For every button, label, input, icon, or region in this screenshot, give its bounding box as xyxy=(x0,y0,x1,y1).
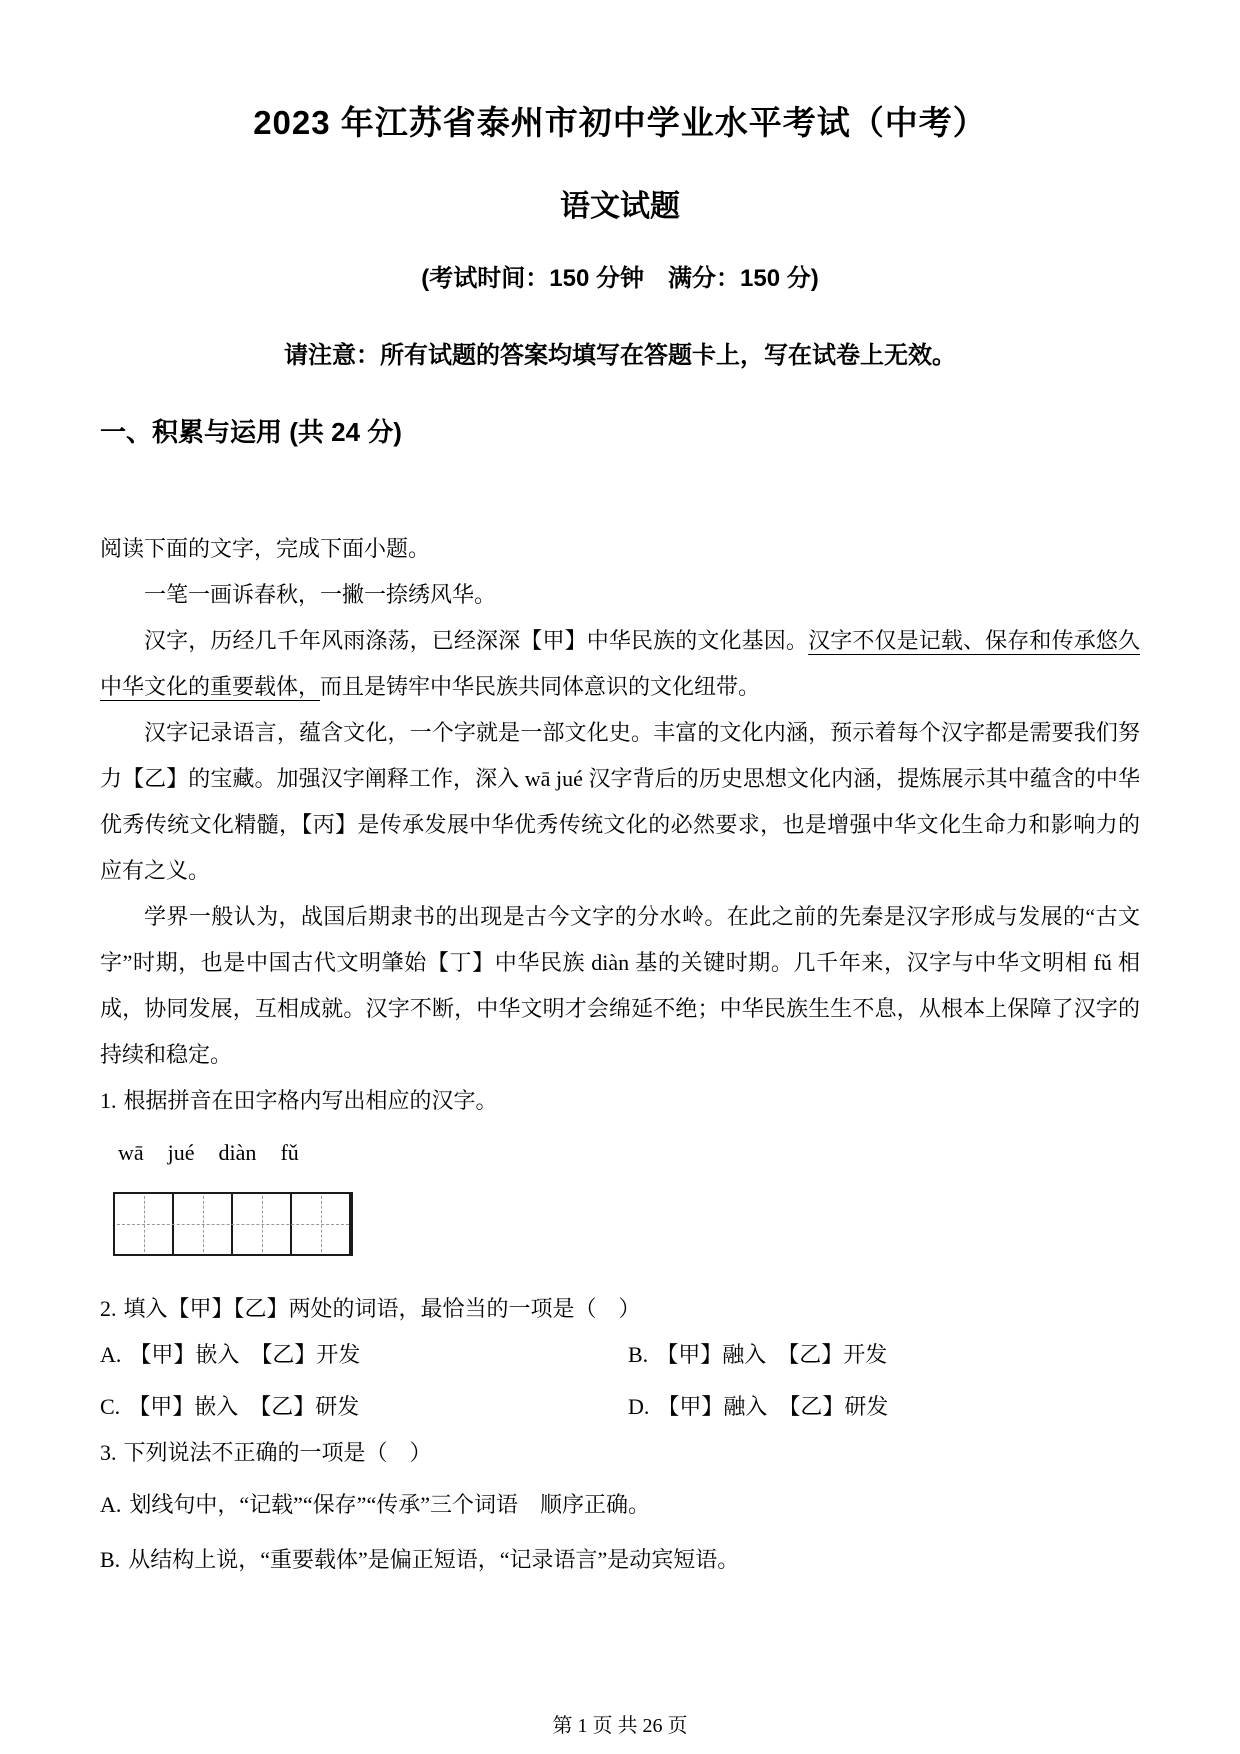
paragraph-hanzi-culture: 汉字记录语言，蕴含文化，一个字就是一部文化史。丰富的文化内涵，预示着每个汉字都是需要我们努力【乙】的宝藏。加强汉字阐释工作，深入 wā jué 汉字背后的历史思想文化内涵，提炼展示其中蕴含的中华优秀传统文化精髓，【丙】是传承发展中华优秀传统文化的必然要求，也是增强中华文化生命力和影响力的应有之义。 xyxy=(100,720,1140,883)
question-3-option-a xyxy=(100,1482,1140,1528)
option-d-text: 【甲】融入 【乙】研发 xyxy=(657,1394,889,1419)
grid-horizontal-guide xyxy=(117,1224,349,1225)
option-a-label: A. xyxy=(100,1342,122,1367)
question-2-text: 填入【甲】【乙】两处的词语，最恰当的一项是（ ） xyxy=(123,1296,641,1321)
pinyin-syllable-dian: diàn xyxy=(218,1140,257,1165)
answer-sheet-notice: 请注意：所有试题的答案均填写在答题卡上，写在试卷上无效。 xyxy=(284,342,956,369)
question-2-number: 2. xyxy=(100,1296,117,1321)
option-b-text: 【甲】融入 【乙】开发 xyxy=(656,1342,888,1367)
option-b-text: 从结构上说，“重要载体”是偏正短语，“记录语言”是动宾短语。 xyxy=(128,1547,740,1572)
reading-intro-line: 阅读下面的文字，完成下面小题。 xyxy=(100,536,431,561)
page-footer: 第 1 页 共 26 页 xyxy=(552,1715,688,1737)
question-1-text: 根据拼音在田字格内写出相应的汉字。 xyxy=(123,1088,498,1113)
paragraph-hanzi-gene xyxy=(100,618,1140,710)
option-a-text: 划线句中，“记载”“保存”“传承”三个词语 顺序正确。 xyxy=(129,1492,650,1517)
para1-underlined-sentence: 汉字不仅是记载、保存和传承悠久中华文化的重要载体， xyxy=(100,628,1140,699)
exam-title: 2023 年江苏省泰州市初中学业水平考试（中考） xyxy=(253,104,987,141)
exam-time-score-line: (考试时间：150 分钟 满分：150 分) xyxy=(421,265,819,292)
paragraph-hanzi-history: 学界一般认为，战国后期隶书的出现是古今文字的分水岭。在此之前的先秦是汉字形成与发展的“古文字”时期，也是中国古代文明肇始【丁】中华民族 diàn 基的关键时期。几千年来，汉字与中华文明相 fǔ 相成，协同发展，互相成就。汉字不断，中华文明才会绵延不绝；中华民族生生不息，从根本上保障了汉字的持续和稳定。 xyxy=(100,904,1140,1067)
question-3-text: 下列说法不正确的一项是（ ） xyxy=(123,1440,432,1465)
option-b-label: B. xyxy=(628,1342,649,1367)
option-a-text: 【甲】嵌入 【乙】开发 xyxy=(129,1342,361,1367)
pinyin-row xyxy=(118,1138,1140,1168)
para1-after: 而且是铸牢中华民族共同体意识的文化纽带。 xyxy=(320,674,761,699)
question-2 xyxy=(100,1286,1140,1332)
subject-title: 语文试题 xyxy=(560,190,680,223)
pinyin-syllable-jue: jué xyxy=(167,1140,195,1165)
option-c-label: C. xyxy=(100,1394,121,1419)
question-1-number: 1. xyxy=(100,1088,117,1113)
pinyin-syllable-wa: wā xyxy=(118,1140,144,1165)
option-b-label: B. xyxy=(100,1547,121,1572)
section-1-heading: 一、积累与运用 (共 24 分) xyxy=(100,417,402,447)
option-d xyxy=(628,1384,1140,1430)
question-3-number: 3. xyxy=(100,1440,117,1465)
pinyin-syllable-fu: fǔ xyxy=(280,1140,299,1165)
option-c-text: 【甲】嵌入 【乙】研发 xyxy=(128,1394,360,1419)
option-b xyxy=(628,1332,1140,1378)
verse-line: 一笔一画诉春秋，一撇一捺绣风华。 xyxy=(144,582,497,607)
question-2-options xyxy=(100,1332,1140,1430)
para1-before: 汉字，历经几千年风雨涤荡，已经深深【甲】中华民族的文化基因。 xyxy=(144,628,809,653)
question-3-option-b xyxy=(100,1537,1140,1583)
option-d-label: D. xyxy=(628,1394,650,1419)
option-c xyxy=(100,1384,628,1430)
tianzige-grid xyxy=(113,1192,353,1256)
question-1 xyxy=(100,1078,1140,1124)
option-a xyxy=(100,1332,628,1378)
question-3 xyxy=(100,1430,1140,1476)
option-a-label: A. xyxy=(100,1492,122,1517)
